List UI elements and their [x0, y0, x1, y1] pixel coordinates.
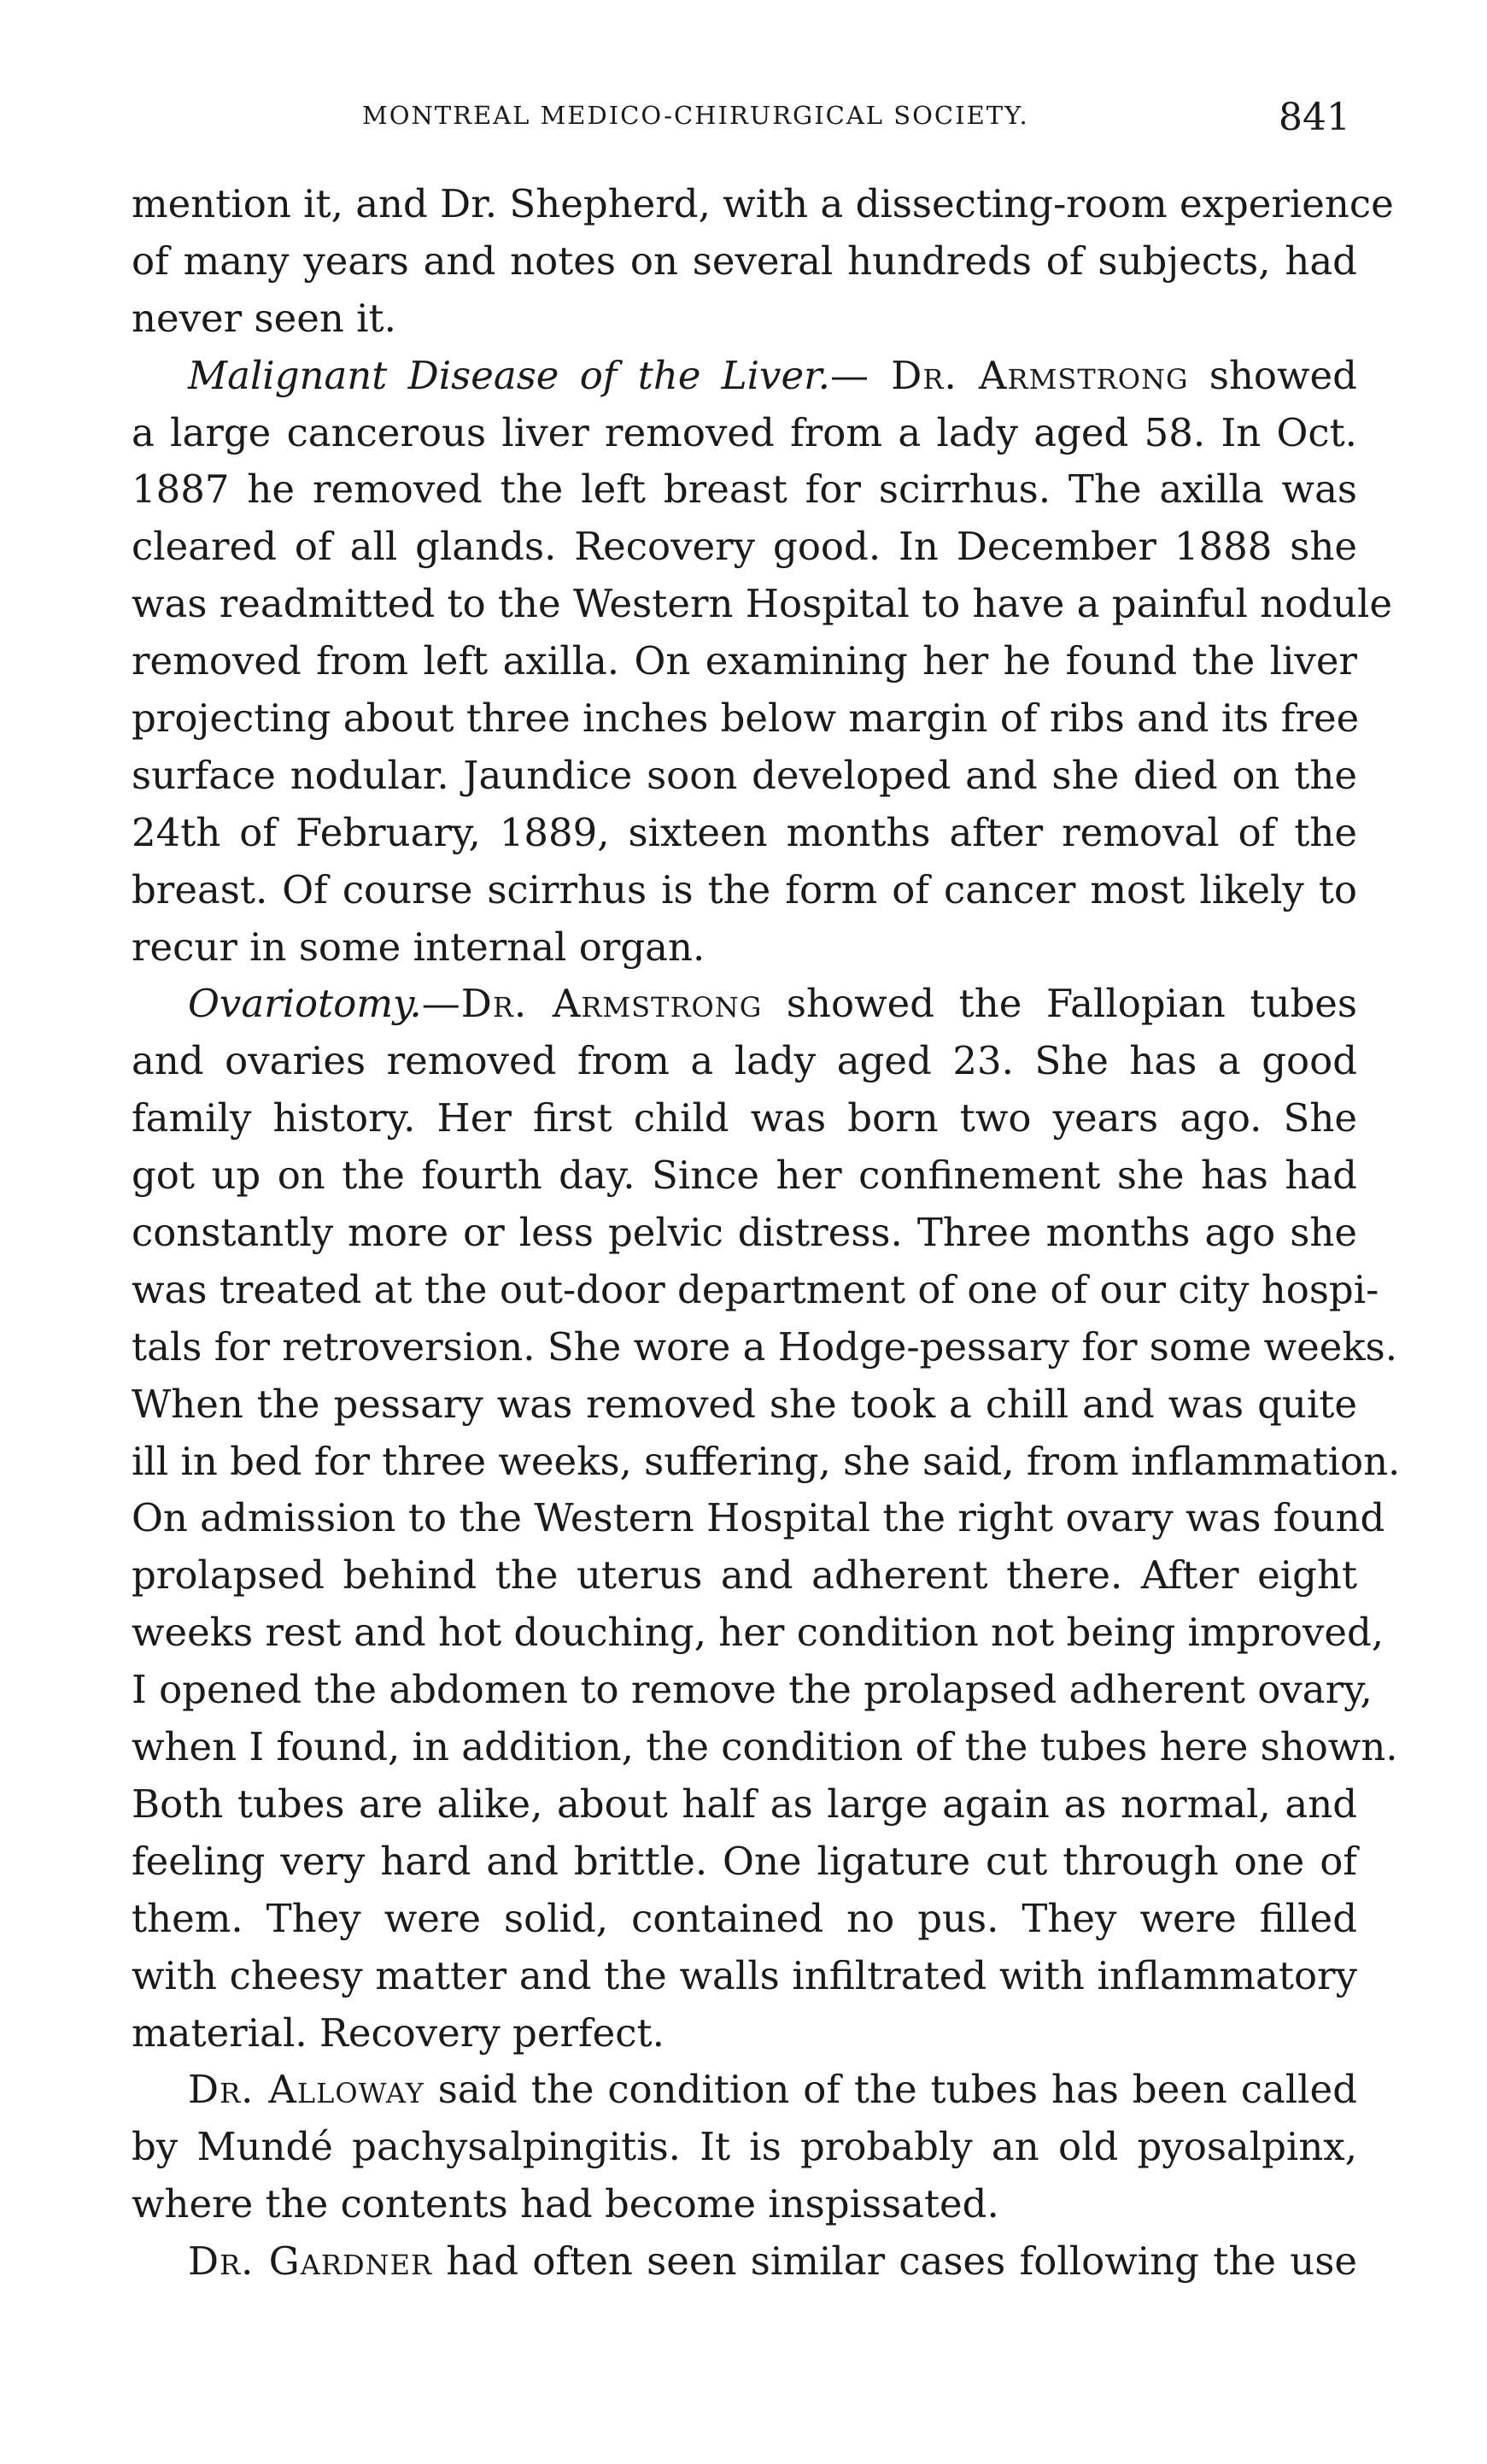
text-line: by Mundé pachysalpingitis. It is probably an old pyosalpinx,: [132, 2124, 1357, 2170]
section-heading: Ovariotomy.: [188, 981, 422, 1027]
speaker-name: —Dr. Armstrong: [421, 981, 763, 1027]
text-line: cleared of all glands. Recovery good. In December 1888 she: [132, 524, 1357, 570]
section-first-line: [132, 976, 1357, 1033]
text-line: was treated at the out-door department of one of our city hospi-: [132, 1266, 1379, 1312]
page-number: 841: [1279, 96, 1350, 139]
text-line: when I found, in addition, the condition of the tubes here shown.: [132, 1724, 1398, 1770]
text-line: where the contents had become inspissated.: [132, 2181, 999, 2227]
text-line: was readmitted to the Western Hospital to have a painful nodule: [132, 581, 1393, 627]
text-line: got up on the fourth day. Since her confinement she has had: [132, 1153, 1357, 1199]
text-line: of many years and notes on several hundreds of subjects, had: [132, 238, 1357, 284]
section-first-line: [132, 348, 1357, 405]
speaker-name: Dr. Alloway: [188, 2067, 424, 2113]
running-title: MONTREAL MEDICO-CHIRURGICAL SOCIETY.: [362, 101, 1029, 130]
speaker-name: — Dr. Armstrong: [829, 352, 1189, 398]
text-line: feeling very hard and brittle. One ligature cut through one of: [132, 1838, 1357, 1884]
text-line: prolapsed behind the uterus and adherent there. After eight: [132, 1552, 1357, 1599]
text-fragment: had often seen similar cases following the use: [432, 2238, 1357, 2285]
text-line: tals for retroversion. She wore a Hodge-pessary for some weeks.: [132, 1323, 1398, 1370]
text-line: Both tubes are alike, about half as large again as normal, and: [132, 1781, 1357, 1827]
text-line: mention it, and Dr. Shepherd, with a dissecting-room experience: [132, 181, 1394, 226]
text-line: family history. Her first child was born two years ago. She: [132, 1095, 1357, 1141]
text-line: recur in some internal organ.: [132, 924, 705, 970]
text-line: surface nodular. Jaundice soon developed and she died on the: [132, 752, 1357, 798]
text-fragment: showed the Fallopian tubes: [762, 981, 1358, 1027]
section-first-line: [132, 2062, 1357, 2119]
section-heading: Malignant Disease of the Liver.: [188, 352, 830, 398]
text-line: constantly more or less pelvic distress. Three months ago she: [132, 1210, 1357, 1256]
section-first-line: [132, 2233, 1357, 2291]
text-line: never seen it.: [132, 295, 396, 341]
text-line: and ovaries removed from a lady aged 23. She has a good: [132, 1038, 1357, 1084]
text-line: When the pessary was removed she took a chill and was quite: [132, 1381, 1357, 1427]
text-fragment: showed: [1188, 352, 1357, 398]
text-line: them. They were solid, contained no pus. They were filled: [132, 1895, 1357, 1941]
text-line: a large cancerous liver removed from a lady aged 58. In Oct.: [132, 409, 1357, 455]
speaker-name: Dr. Gardner: [188, 2238, 433, 2285]
text-line: with cheesy matter and the walls infiltrated with inflammatory: [132, 1952, 1357, 1998]
text-line: removed from left axilla. On examining her he found the liver: [132, 638, 1357, 684]
text-line: 24th of February, 1889, sixteen months after removal of the: [132, 809, 1357, 855]
text-line: 1887 he removed the left breast for scirrhus. The axilla was: [132, 466, 1357, 513]
text-line: weeks rest and hot douching, her condition not being improved,: [132, 1610, 1385, 1656]
text-line: material. Recovery perfect.: [132, 2009, 664, 2056]
running-head: [132, 96, 1359, 152]
text-line: projecting about three inches below margin of ribs and its free: [132, 695, 1360, 742]
text-line: I opened the abdomen to remove the prolapsed adherent ovary,: [132, 1667, 1373, 1713]
body-text: [132, 176, 1401, 2291]
text-line: breast. Of course scirrhus is the form of cancer most likely to: [132, 866, 1357, 912]
text-line: ill in bed for three weeks, suffering, she said, from inflammation.: [132, 1438, 1401, 1484]
text-line: On admission to the Western Hospital the right ovary was found: [132, 1495, 1385, 1541]
text-fragment: said the condition of the tubes has been called: [424, 2067, 1357, 2113]
